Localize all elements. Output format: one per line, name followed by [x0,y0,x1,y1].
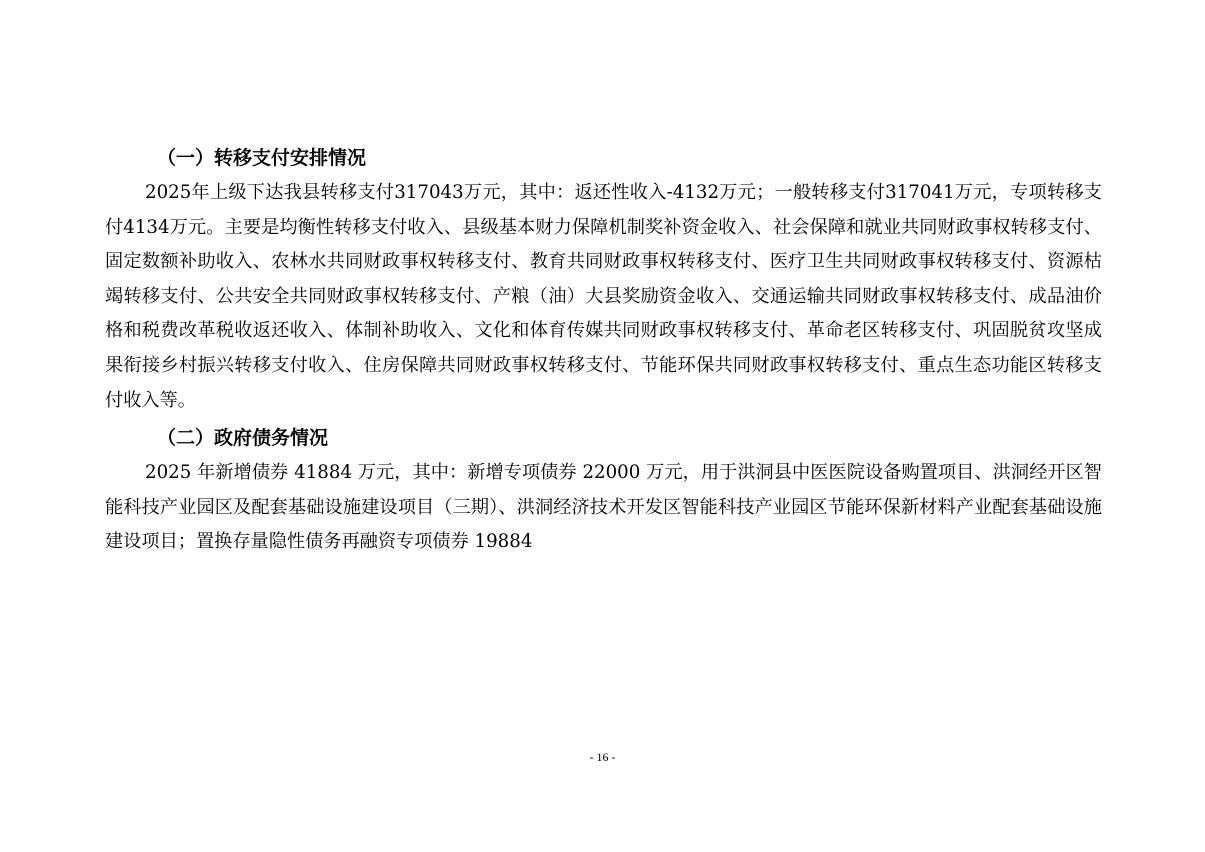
document-body [105,140,1102,560]
page-number: - 16 - [589,750,616,764]
section-paragraph-government-debt: 2025 年新增债券 41884 万元，其中：新增专项债券 22000 万元，用于洪洞县中医医院设备购置项目、洪洞经开区智能科技产业园区及配套基础设施建设项目（三期）、洪洞经济技术开发区智能科技产业园区节能环保新材料产业配套基础设施建设项目；置换存量隐性债务再融资专项债券 19884 [105,462,1102,553]
section-heading-transfer-payments: （一）转移支付安排情况 [157,147,367,169]
section-heading-government-debt: （二）政府债务情况 [157,427,329,450]
section-paragraph-transfer-payments: 2025年上级下达我县转移支付317043万元，其中：返还性收入-4132万元；一般转移支付317041万元，专项转移支付4134万元。主要是均衡性转移支付收入、县级基本财力保障机制奖补资金收入、社会保障和就业共同财政事权转移支付、固定数额补助收入、农林水共同财政事权转移支付、教育共同财政事权转移支付、医疗卫生共同财政事权转移支付、资源枯竭转移支付、公共安全共同财政事权转移支付、产粮（油）大县奖励资金收入、交通运输共同财政事权转移支付、成品油价格和税费改革税收返还收入、体制补助收入、文化和体育传媒共同财政事权转移支付、革命老区转移支付、巩固脱贫攻坚成果衔接乡村振兴转移支付收入、住房保障共同财政事权转移支付、节能环保共同财政事权转移支付、重点生态功能区转移支付收入等。 [105,182,1102,411]
